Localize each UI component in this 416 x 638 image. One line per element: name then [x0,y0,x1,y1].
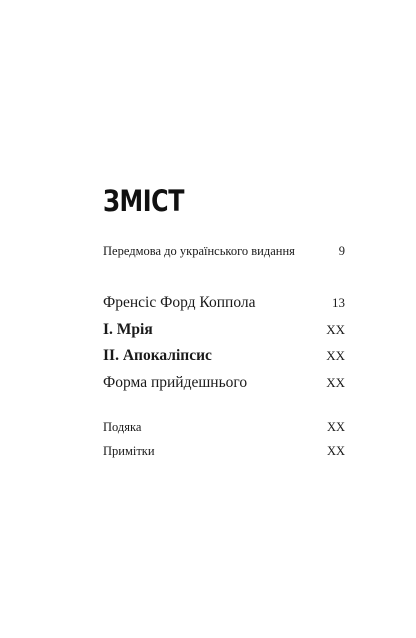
toc-entry-page: 9 [338,244,345,258]
toc-entry-label: II. Апокаліпсис [103,347,212,364]
toc-entry-notes [103,443,345,459]
toc-entry-label: Френсіс Форд Коппола [103,294,256,311]
toc-entry-coppola [103,293,345,313]
toc-entry-page: XX [326,375,345,390]
toc-entry-page: XX [326,420,345,434]
page-title: ЗМІСТ [103,184,185,218]
toc-entry-future [103,373,345,393]
toc-entry-part-1 [103,320,345,340]
toc-entry-page: XX [326,444,345,458]
toc-entry-thanks [103,419,345,435]
toc-entry-label: Примітки [103,444,155,458]
toc-entry-part-2 [103,346,345,366]
toc-entry-label: I. Мрія [103,321,153,338]
toc-entry-preface [103,243,345,259]
toc-entry-label: Передмова до українського видання [103,244,295,258]
toc-entry-label: Подяка [103,420,142,434]
toc-entry-page: 13 [332,295,345,310]
toc-entry-label: Форма прийдешнього [103,374,248,391]
toc-entry-page: XX [326,348,345,363]
toc-entry-page: XX [326,322,345,337]
